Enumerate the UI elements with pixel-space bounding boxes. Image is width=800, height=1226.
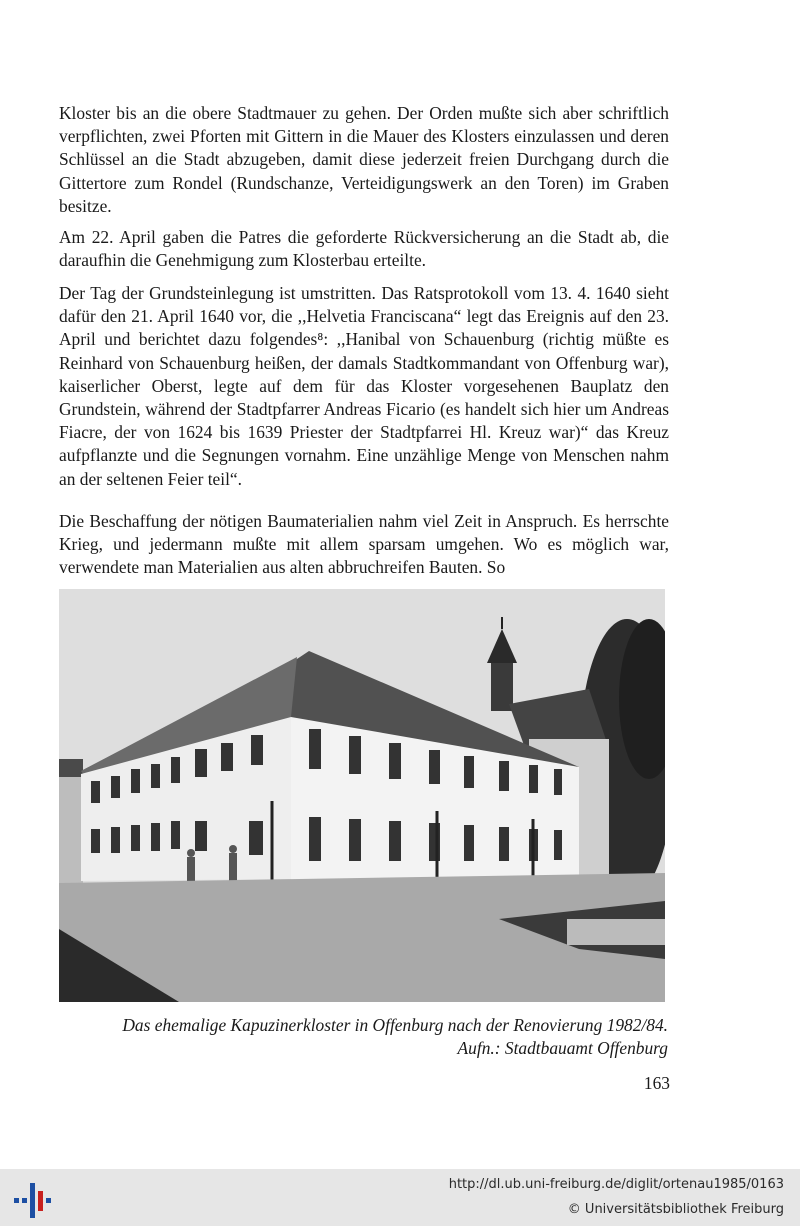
paragraph-text: Kloster bis an die obere Stadtmauer zu gehen. Der Orden mußte sich aber schriftlich verpflichten, zwei Pforten mit Gittern in die Mauer des Klosters einzulassen und deren Schlüssel an die Stadt abzugeben, damit diese jederzeit freien Durchgang durch die Gittertore zum Rondel (Rundschanze, Verteidigungswerk an den Toren) im Graben besitze.	[59, 103, 669, 216]
paragraph-2	[59, 226, 669, 272]
photo-credit: Aufn.: Stadtbauamt Offenburg	[457, 1038, 668, 1058]
paragraph-1	[59, 102, 669, 218]
copyright-notice: © Universitätsbibliothek Freiburg	[567, 1202, 784, 1217]
source-url[interactable]: http://dl.ub.uni-freiburg.de/diglit/ortenau1985/0163	[448, 1177, 784, 1192]
paragraph-text: Die Beschaffung der nötigen Baumaterialien nahm viel Zeit in Anspruch. Es herrschte Krieg, und jedermann mußte mit allem sparsam umgehen. Wo es möglich war, verwendete man Materialien aus alten abbruchreifen Bauten. So	[59, 511, 669, 578]
photo-caption: Das ehemalige Kapuzinerkloster in Offenburg nach der Renovierung 1982/84.	[122, 1015, 668, 1035]
page-number: 163	[643, 1073, 670, 1093]
paragraph-text: Am 22. April gaben die Patres die geforderte Rückversicherung an die Stadt ab, die daraufhin die Genehmigung zum Klosterbau erteilte.	[59, 227, 669, 271]
paragraph-4	[59, 510, 669, 580]
paragraph-3	[59, 282, 669, 491]
library-footer	[0, 1169, 800, 1226]
building-photo	[59, 589, 665, 1002]
paragraph-text: Der Tag der Grundsteinlegung ist umstritten. Das Ratsprotokoll vom 13. 4. 1640 sieht dafür den 21. April 1640 vor, die ,,Helvetia Franciscana“ legt das Ereignis auf den 23. April und berichtet dazu folgendes⁸: ,,Hanibal von Schauenburg (richtig müßte es Reinhard von Schauenburg heißen, der damals Stadtkommandant von Offenburg war), kaiserlicher Oberst, legte auf dem für das Kloster vorgesehenen Bauplatz den Grundstein, während der Stadtpfarrer Andreas Ficario (es handelt sich hier um Andreas Fiacre, der von 1624 bis 1639 Priester der Stadtpfarrei Hl. Kreuz war)“ das Kreuz aufpflanzte und die Segnungen vornahm. Eine unzählige Menge von Menschen nahm an der seltenen Feier teil“.	[59, 283, 669, 489]
library-logo-icon	[12, 1179, 52, 1219]
